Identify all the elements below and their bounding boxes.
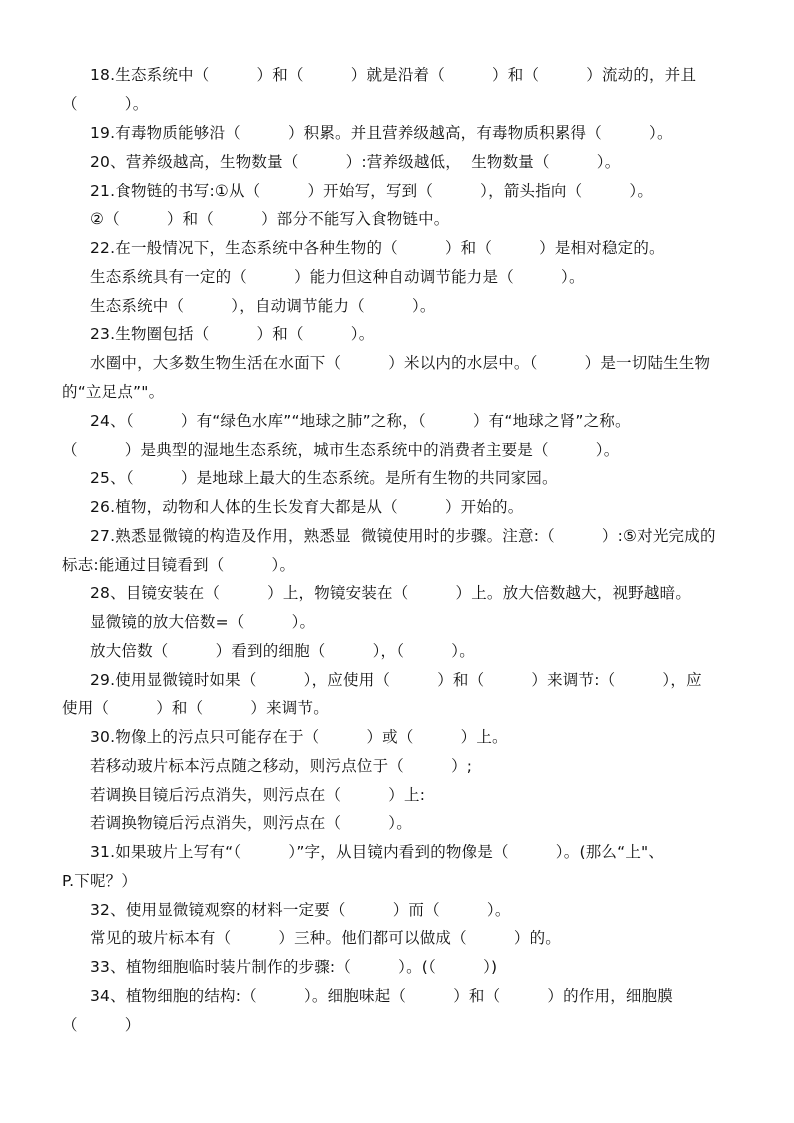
q23-line-3: 的“立足点”"。 (62, 383, 165, 401)
q18-line-2: （ ）。 (62, 95, 149, 113)
q34-line-1: 34、植物细胞的结构:（ ）。细胞味起（ ）和（ ）的作用，细胞膜 (90, 987, 673, 1005)
q23-line-2: 水圈中，大多数生物生活在水面下（ ）米以内的水层中。（ ）是一切陆生生物 (90, 354, 711, 372)
q23-line-1: 23.生物圈包括（ ）和（ ）。 (90, 325, 375, 343)
q32-line-2: 常见的玻片标本有（ ）三种。他们都可以做成（ ）的。 (90, 929, 562, 947)
q24-line-2: （ ）是典型的湿地生态系统，城市生态系统中的消费者主要是（ ）。 (62, 441, 620, 459)
q24-line-1: 24、（ ）有“绿色水库”“地球之肺”之称，（ ）有“地球之肾”之称。 (90, 412, 631, 430)
q33-line: 33、植物细胞临时装片制作的步骤:（ ）。(（ ）) (90, 958, 498, 976)
q30-line-3: 若调换目镜后污点消失，则污点在（ ）上: (90, 786, 426, 804)
q34-line-2: （ ） (62, 1016, 141, 1034)
q21-line-2: ②（ ）和（ ）部分不能写入食物链中。 (90, 210, 450, 228)
q31-line-2: P.下呢？） (62, 872, 138, 890)
q31-line-1: 31.如果玻片上写有“（ ）”字，从目镜内看到的物像是（ ）。(那么“上"、 (90, 843, 665, 861)
q29-line-1: 29.使用显微镜时如果（ ），应使用（ ）和（ ）来调节:（ ），应 (90, 671, 702, 689)
q26-line: 26.植物，动物和人体的生长发育大都是从（ ）开始的。 (90, 498, 524, 516)
q19-line: 19.有毒物质能够沿（ ）积累。并且营养级越高，有毒物质积累得（ ）。 (90, 124, 673, 142)
q30-line-1: 30.物像上的污点只可能存在于（ ）或（ ）上。 (90, 728, 508, 746)
q28-line-1: 28、目镜安装在（ ）上，物镜安装在（ ）上。放大倍数越大，视野越暗。 (90, 584, 692, 602)
q29-line-2: 使用（ ）和（ ）来调节。 (62, 699, 329, 717)
q20-line: 20、营养级越高，生物数量（ ）:营养级越低， 生物数量（ ）。 (90, 153, 621, 171)
q22-line-3: 生态系统中（ ），自动调节能力（ ）。 (90, 297, 436, 315)
q18-line-1: 18.生态系统中（ ）和（ ）就是沿着（ ）和（ ）流动的，并且 (90, 66, 697, 84)
q28-line-2: 显微镜的放大倍数=（ ）。 (90, 613, 316, 631)
q30-line-2: 若移动玻片标本污点随之移动，则污点位于（ ）; (90, 757, 473, 775)
q25-line: 25、（ ）是地球上最大的生态系统。是所有生物的共同家园。 (90, 469, 558, 487)
q30-line-4: 若调换物镜后污点消失，则污点在（ ）。 (90, 814, 412, 832)
q21-line-1: 21.食物链的书写:①从（ ）开始写，写到（ ），箭头指向（ ）。 (90, 182, 654, 200)
q27-line-2: 标志:能通过目镜看到（ ）。 (62, 556, 296, 574)
q27-line-1: 27.熟悉显微镜的构造及作用，熟悉显 微镜使用时的步骤。注意:（ ）:⑤对光完成的 (90, 527, 716, 545)
q28-line-3: 放大倍数（ ）看到的细胞（ ），（ ）。 (90, 642, 475, 660)
q32-line-1: 32、使用显微镜观察的材料一定要（ ）而（ ）。 (90, 901, 511, 919)
q22-line-1: 22.在一般情况下，生态系统中各种生物的（ ）和（ ）是相对稳定的。 (90, 239, 665, 257)
q22-line-2: 生态系统具有一定的（ ）能力但这种自动调节能力是（ ）。 (90, 268, 585, 286)
